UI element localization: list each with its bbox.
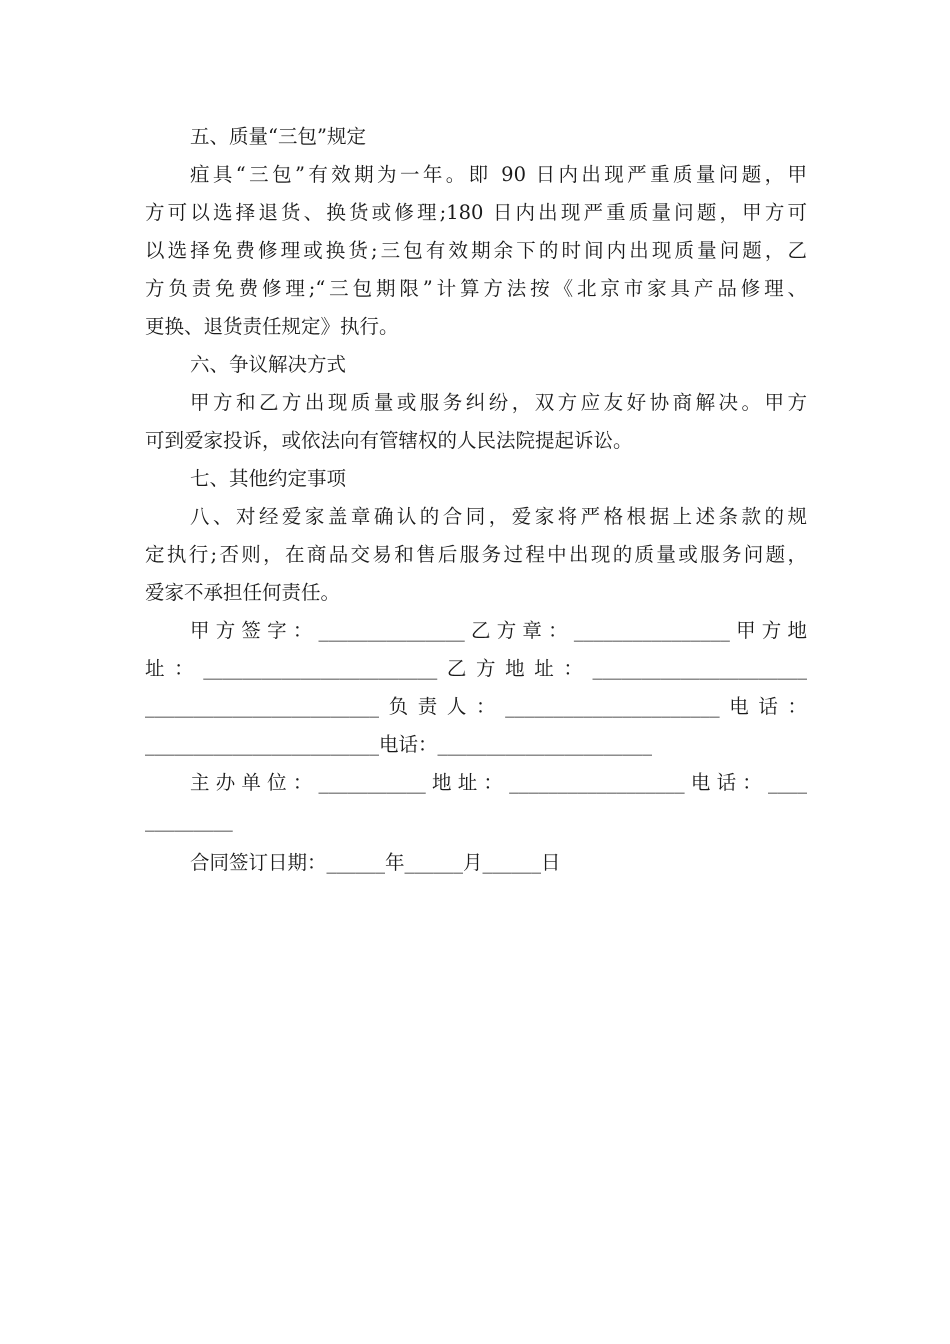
quality-line-4: 方负责免费修理;“三包期限”计算方法按《北京市家具产品修理、: [145, 277, 807, 300]
quality-line-3: 以选择免费修理或换货;三包有效期余下的时间内出现质量问题，乙: [145, 239, 807, 262]
organizer-line-2: _________: [145, 809, 233, 832]
quality-line-5: 更换、退货责任规定》执行。: [145, 315, 399, 338]
clause8-line-1: 八、对经爱家盖章确认的合同，爱家将严格根据上述条款的规: [190, 505, 807, 528]
other-heading: 七、其他约定事项: [190, 467, 347, 490]
dispute-heading: 六、争议解决方式: [190, 353, 347, 376]
signature-line-1: 甲方签字：_______________乙方章：________________甲方地: [190, 619, 807, 642]
signature-line-3: ________________________负责人：______________________电话：: [145, 695, 807, 718]
organizer-line-1: 主办单位：___________地址：__________________电话：____: [190, 771, 807, 794]
clause8-line-3: 爱家不承担任何责任。: [145, 581, 341, 604]
quality-heading: 五、质量“三包”规定: [190, 125, 366, 148]
dispute-line-2: 可到爱家投诉，或依法向有管辖权的人民法院提起诉讼。: [145, 429, 633, 452]
quality-line-2: 方可以选择退货、换货或修理;180 日内出现严重质量问题，甲方可: [145, 201, 807, 224]
signing-date: 合同签订日期：______年______月______日: [190, 851, 561, 874]
signature-line-4: ________________________电话：______________________: [145, 733, 653, 756]
quality-line-1: 疽具“三包”有效期为一年。即 90 日内出现严重质量问题，甲: [190, 163, 807, 186]
signature-line-2: 址：________________________乙方地址：______________________: [145, 657, 807, 680]
document-page: [145, 118, 807, 882]
dispute-line-1: 甲方和乙方出现质量或服务纠纷，双方应友好协商解决。甲方: [190, 391, 807, 414]
clause8-line-2: 定执行;否则，在商品交易和售后服务过程中出现的质量或服务问题，: [145, 543, 807, 566]
